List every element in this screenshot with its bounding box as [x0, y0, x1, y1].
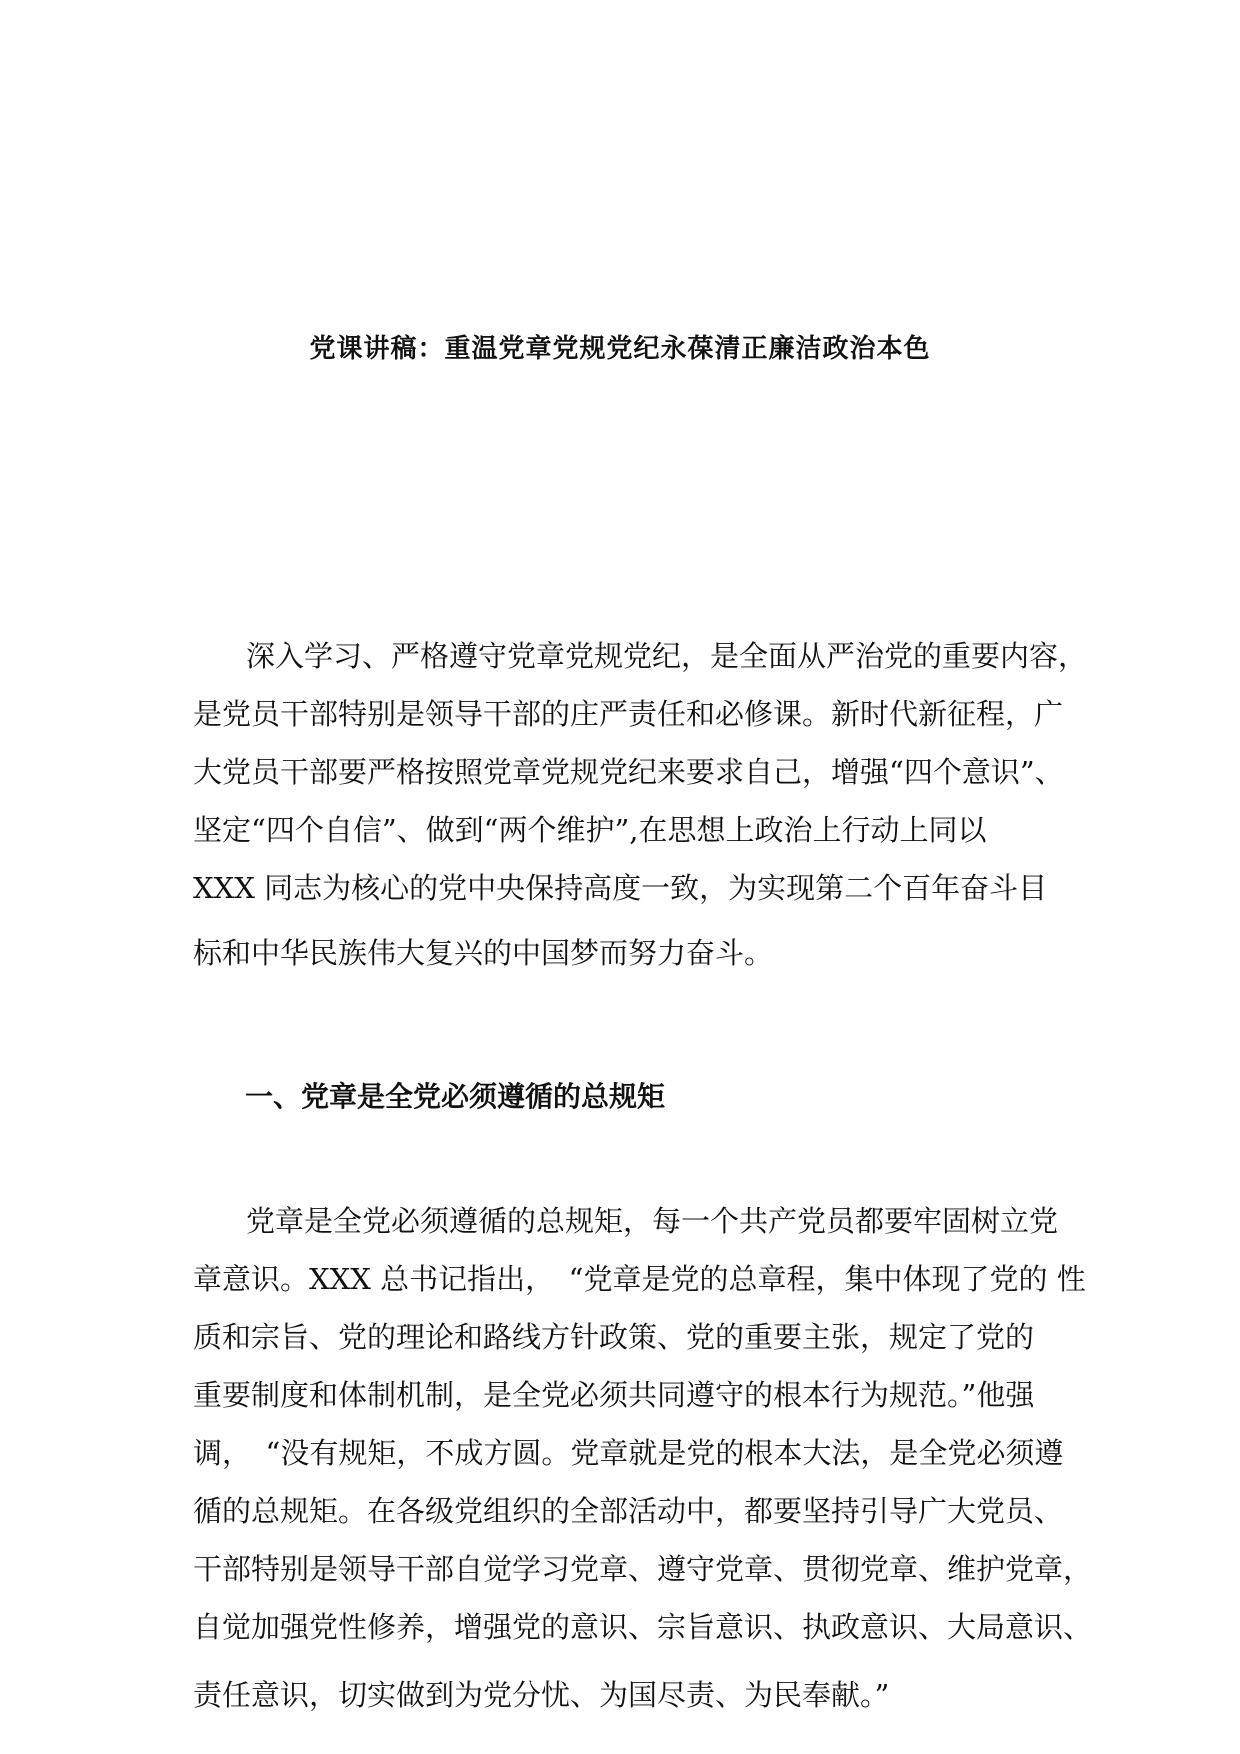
section-1-line-8: 自觉加强党性修养，增强党的意识、宗旨意识、执政意识、大局意识、 — [193, 1610, 1093, 1644]
intro-line-3: 大党员干部要严格按照党章党规党纪来要求自己，增强“四个意识”、 — [193, 755, 1064, 789]
document-title: 党课讲稿：重温党章党规党纪永葆清正廉洁政治本色 — [309, 334, 931, 364]
section-1-line-7: 干部特别是领导干部自觉学习党章、遵守党章、贯彻党章、维护党章， — [193, 1552, 1093, 1586]
section-1-line-6: 循的总规矩。在各级党组织的全部活动中，都要坚持引导广大党员、 — [193, 1494, 1064, 1528]
intro-line-2: 是党员干部特别是领导干部的庄严责任和必修课。新时代新征程，广 — [193, 697, 1064, 731]
section-1-heading: 一、党章是全党必须遵循的总规矩 — [245, 1080, 666, 1113]
section-1-line-3: 质和宗旨、党的理论和路线方针政策、党的重要主张，规定了党的 — [193, 1320, 1035, 1354]
section-1-line-1: 党章是全党必须遵循的总规矩，每一个共产党员都要牢固树立党 — [246, 1204, 1059, 1238]
section-1-line-9: 责任意识，切实做到为党分忧、为国尽责、为民奉献。” — [193, 1678, 890, 1712]
section-1-line-2: 章意识。XXX 总书记指出， “党章是党的总章程，集中体现了党的 性 — [193, 1262, 1086, 1296]
section-1-line-5: 调， “没有规矩，不成方圆。党章就是党的根本大法，是全党必须遵 — [193, 1436, 1064, 1470]
intro-line-1: 深入学习、严格遵守党章党规党纪，是全面从严治党的重要内容， — [246, 639, 1088, 673]
intro-line-4: 坚定“四个自信”、做到“两个维护”,在思想上政治上行动上同以 — [193, 813, 987, 847]
intro-line-6: 标和中华民族伟大复兴的中国梦而努力奋斗。 — [193, 936, 774, 970]
section-1-line-4: 重要制度和体制机制，是全党必须共同遵守的根本行为规范。”他强 — [193, 1378, 1035, 1412]
intro-line-5: XXX 同志为核心的党中央保持高度一致，为实现第二个百年奋斗目 — [193, 871, 1048, 905]
